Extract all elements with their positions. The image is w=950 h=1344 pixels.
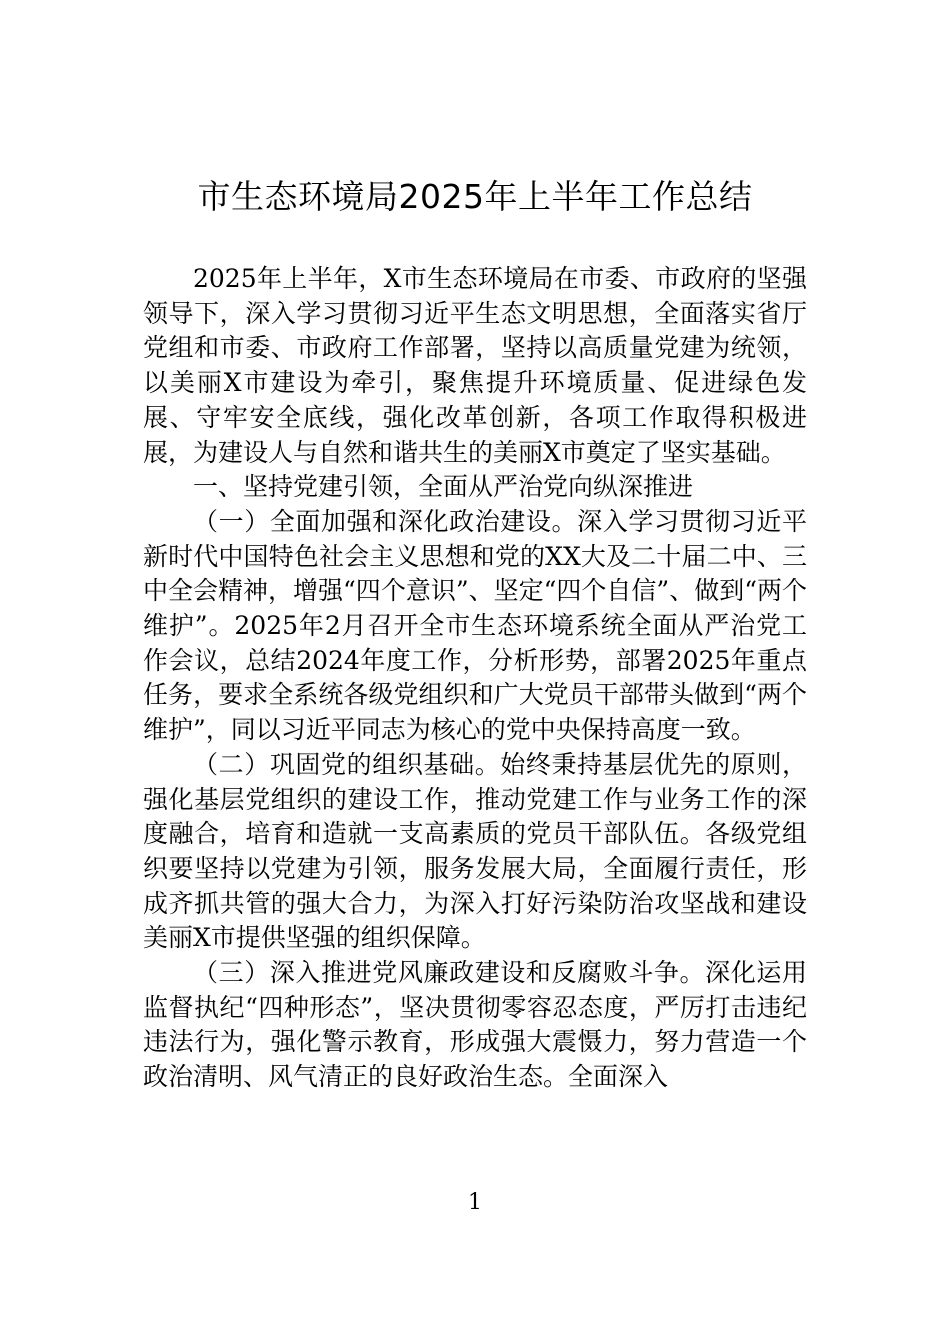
intro-paragraph: 2025年上半年，X市生态环境局在市委、市政府的坚强领导下，深入学习贯彻习近平生态文明思想，全面落实省厅党组和市委、市政府工作部署，坚持以高质量党建为统领，以美丽X市建设为牵引，聚焦提升环境质量、促进绿色发展、守牢安全底线，强化改革创新，各项工作取得积极进展，为建设人与自然和谐共生的美丽X市奠定了坚实基础。	[143, 264, 807, 467]
subsection-paragraph-1: （一）全面加强和深化政治建设。深入学习贯彻习近平新时代中国特色社会主义思想和党的XX大及二十届二中、三中全会精神，增强“四个意识”、坚定“四个自信”、做到“两个维护”。2025年2月召开全市生态环境系统全面从严治党工作会议，总结2024年度工作，分析形势，部署2025年重点任务，要求全系统各级党组织和广大党员干部带头做到“两个维护”，同以习近平同志为核心的党中央保持高度一致。	[143, 506, 807, 745]
subsection-paragraph-2: （二）巩固党的组织基础。始终秉持基层优先的原则，强化基层党组织的建设工作，推动党建工作与业务工作的深度融合，培育和造就一支高素质的党员干部队伍。各级党组织要坚持以党建为引领，服务发展大局，全面履行责任，形成齐抓共管的强大合力，为深入打好污染防治攻坚战和建设美丽X市提供坚强的组织保障。	[143, 749, 807, 953]
document-body	[143, 262, 807, 1095]
document-title: 市生态环境局2025年上半年工作总结	[197, 177, 753, 216]
section-heading-1: 一、坚持党建引领，全面从严治党向纵深推进	[193, 472, 694, 502]
page-number: 1	[468, 1190, 482, 1215]
subsection-paragraph-3: （三）深入推进党风廉政建设和反腐败斗争。深化运用监督执纪“四种形态”，坚决贯彻零容忍态度，严厉打击违纪违法行为，强化警示教育，形成强大震慑力，努力营造一个政治清明、风气清正的良好政治生态。全面深入	[143, 958, 807, 1092]
